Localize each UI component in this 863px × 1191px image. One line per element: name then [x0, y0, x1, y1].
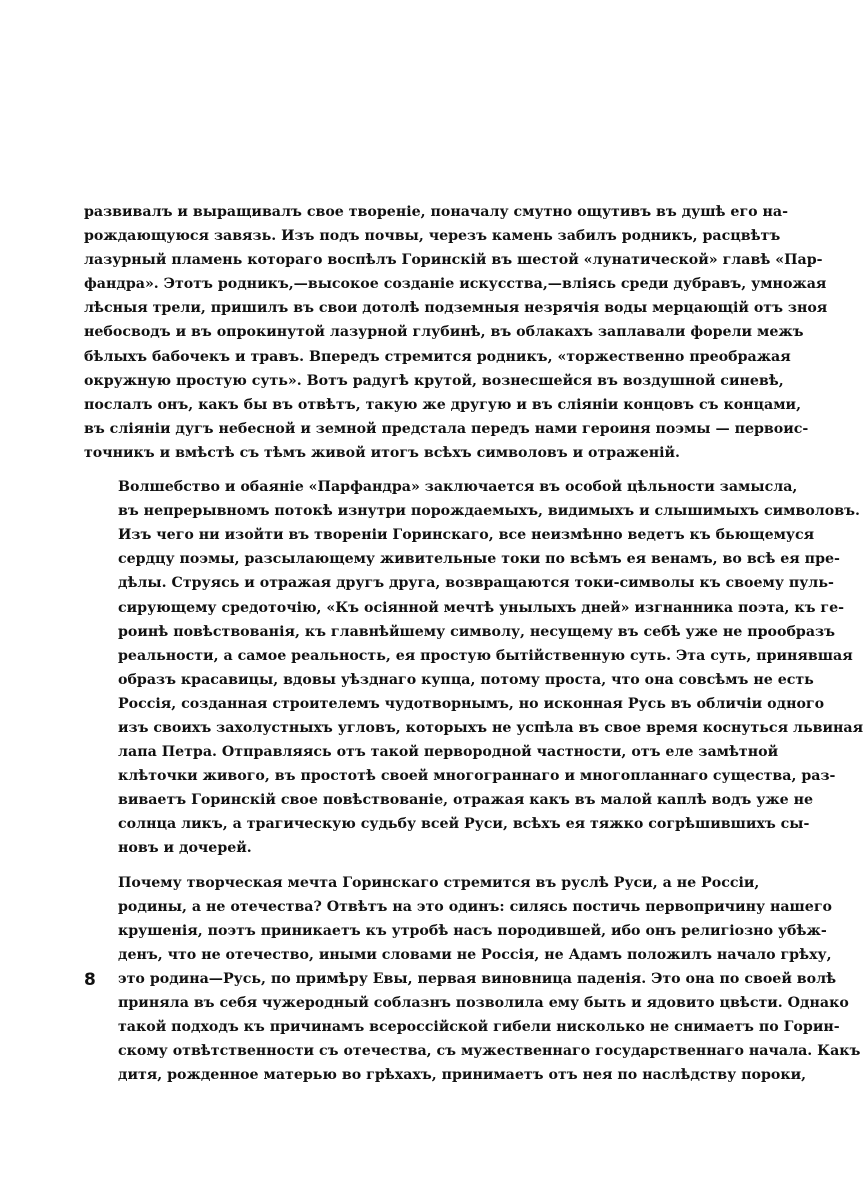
text-line: реальности, а самое реальность, ея простую бытійственную суть. Эта суть, принявшая [118, 647, 853, 664]
text-line: окружную простую суть». Вотъ радугѣ крутой, вознесшейся въ воздушной синевѣ, [84, 372, 784, 389]
text-line: Почему творческая мечта Горинскаго стремится въ руслѣ Руси, а не Россіи, [118, 874, 760, 891]
paragraph-1 [84, 200, 828, 465]
text-line: скому отвѣтственности съ отечества, съ мужественнаго государственнаго начала. Какъ [118, 1043, 861, 1060]
text-line: клѣточки живого, въ простотѣ своей многограннаго и многопланнаго существа, раз- [118, 768, 836, 785]
text-line: лапа Петра. Отправляясь отъ такой первородной частности, отъ еле замѣтной [118, 744, 779, 761]
text-line: небосводъ и въ опрокинутой лазурной глубинѣ, въ облакахъ заплавали форели межъ [84, 324, 804, 341]
text-line: изъ своихъ захолустныхъ угловъ, которыхъ не успѣла въ свое время коснуться львиная [118, 719, 863, 736]
text-line: въ непрерывномъ потокѣ изнутри порождаемыхъ, видимыхъ и слышимыхъ символовъ. [118, 503, 860, 520]
text-line: рождающуюся завязь. Изъ подъ почвы, черезъ камень забилъ родникъ, расцвѣтъ [84, 228, 781, 245]
paragraph-3 [84, 871, 861, 1088]
text-line: новъ и дочерей. [118, 840, 252, 857]
page-number: 8 [84, 970, 96, 990]
text-line: дитя, рожденное матерью во грѣхахъ, принимаетъ отъ нея по наслѣдству пороки, [118, 1067, 807, 1084]
text-line: крушенія, поэтъ приникаетъ къ утробѣ насъ породившей, ибо онъ религіозно убѣж- [118, 922, 827, 939]
text-line: сердцу поэмы, разсылающему живительные токи по всѣмъ ея венамъ, во всѣ ея пре- [118, 551, 840, 568]
text-line: точникъ и вмѣстѣ съ тѣмъ живой итогъ всѣхъ символовъ и отраженій. [84, 444, 680, 461]
text-line: развивалъ и выращивалъ свое твореніе, поначалу смутно ощутивъ въ душѣ его на- [84, 204, 788, 220]
text-line: дѣлы. Струясь и отражая другъ друга, возвращаются токи-символы къ своему пуль- [118, 575, 834, 592]
text-line: солнца ликъ, а трагическую судьбу всей Руси, всѣхъ ея тяжко согрѣшившихъ сы- [118, 816, 810, 833]
body-text [84, 200, 863, 1087]
text-line: фандра». Этотъ родникъ,—высокое созданіе искусства,—вліясь среди дубравъ, умножая [84, 276, 827, 293]
text-line: Изъ чего ни изойти въ твореніи Горинскаго, все неизмѣнно ведетъ къ бьющемуся [118, 527, 815, 544]
text-line: сирующему средоточію, «Къ осіянной мечтѣ унылыхъ дней» изгнанника поэта, къ ге- [118, 599, 845, 616]
text-line: Волшебство и обаяніе «Парфандра» заключается въ особой цѣльности замысла, [118, 479, 798, 496]
text-line: лазурный пламень котораго воспѣлъ Горинскій въ шестой «лунатической» главѣ «Пар- [84, 252, 823, 269]
text-line: такой подходъ къ причинамъ всероссійской гибели нисколько не снимаетъ по Горин- [118, 1019, 840, 1036]
text-line: родины, а не отечества? Отвѣтъ на это одинъ: силясь постичь первопричину нашего [118, 898, 832, 915]
text-line: денъ, что не отечество, иными словами не Россія, не Адамъ положилъ начало грѣху, [118, 946, 832, 963]
text-line: это родина—Русь, по примѣру Евы, первая виновница паденія. Это она по своей волѣ [118, 970, 837, 987]
text-line: лѣсныя трели, пришилъ въ свои дотолѣ подземныя незрячія воды мерцающій отъ зноя [84, 300, 828, 317]
paragraph-2 [84, 475, 863, 861]
text-line: роинѣ повѣствованія, къ главнѣйшему символу, несущему въ себѣ уже не прообразъ [118, 623, 835, 640]
text-line: приняла въ себя чужеродный соблазнъ позволила ему быть и ядовито цвѣсти. Однако [118, 995, 849, 1011]
text-line: въ сліяніи дугъ небесной и земной предстала передъ нами героиня поэмы — первоис- [84, 420, 809, 437]
text-line: Россія, созданная строителемъ чудотворнымъ, но исконная Русь въ обличіи одного [118, 695, 825, 712]
text-line: образъ красавицы, вдовы уѣзднаго купца, потому проста, что она совсѣмъ не есть [118, 671, 814, 688]
text-line: бѣлыхъ бабочекъ и травъ. Впередъ стремится родникъ, «торжественно преображая [84, 348, 791, 365]
text-line: послалъ онъ, какъ бы въ отвѣтъ, такую же другую и въ сліяніи концовъ съ концами, [84, 396, 802, 413]
text-line: виваетъ Горинскій свое повѣствованіе, отражая какъ въ малой каплѣ водъ уже не [118, 792, 814, 809]
